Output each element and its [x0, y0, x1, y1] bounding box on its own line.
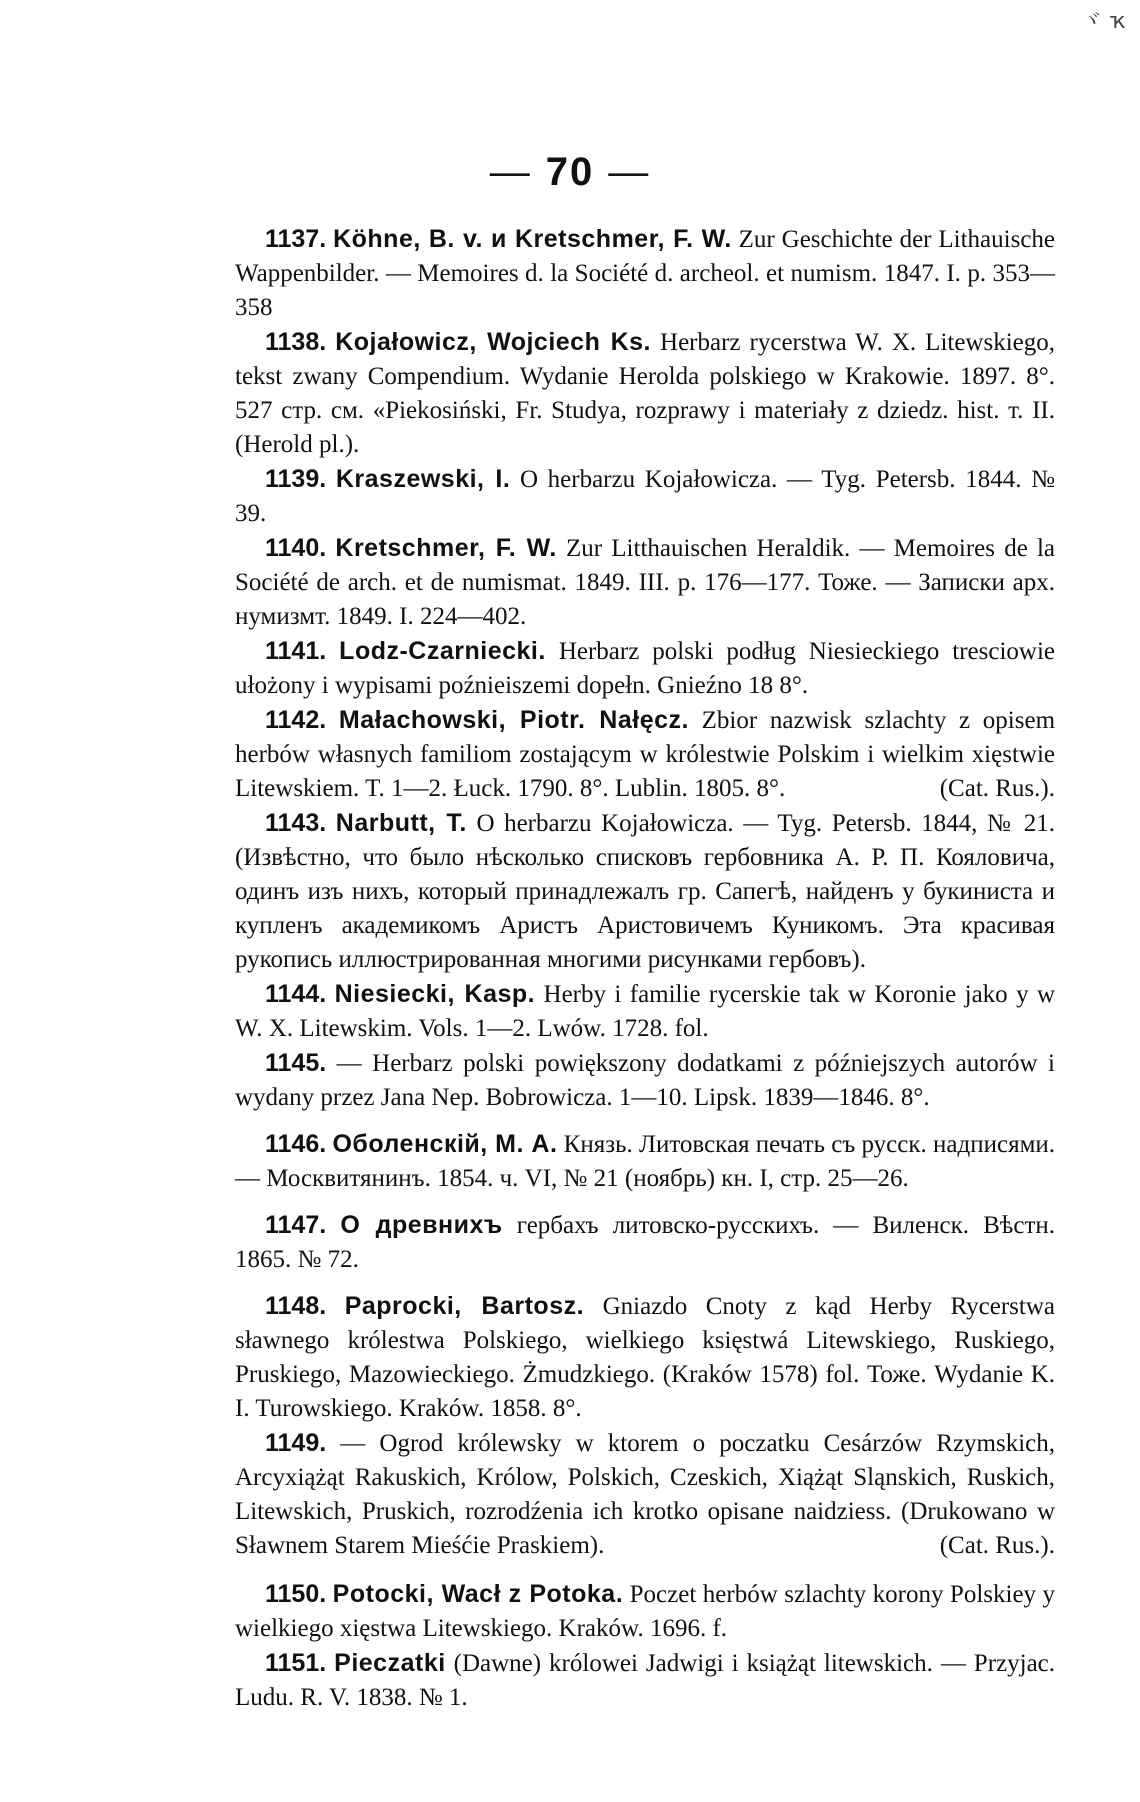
entry-catalog-note: (Cat. Rus.).	[939, 775, 1055, 802]
entry-text: — Herbarz polski powiększony dodatkami z późniejszych autorów i wydany przez Jana Nep. Bobrowicza. 1—10. Lipsk. 1839—1846. 8°.	[235, 1050, 1055, 1111]
entry-number: 1140.	[265, 534, 327, 562]
entry-text: Князь. Литовская печать съ русск. надписями. — Москвитянинъ. 1854. ч. VI, № 21 (ноябрь) кн. I, стр. 25—26.	[235, 1131, 1056, 1192]
entry-text: Herbarz rycerstwa W. X. Litewskiego, tekst zwany Compendium. Wydanie Herolda polskiego w Krakowie. 1897. 8°. 527 стр. см. «Piekosiński, Fr. Studya, rozprawy i materiały z dziedz. hist. т. II. (Herold pl.).	[235, 329, 1056, 458]
entry-author: Köhne, B. v. и Kretschmer, F. W.	[333, 225, 732, 253]
entry-text: Zbior nazwisk szlachty z opisem herbów własnych familiom zostającym w królestwie Polskim i wielkim xięstwie Litewskiem. T. 1—2. Łuck. 1790. 8°. Lublin. 1805. 8°.	[235, 707, 1056, 802]
entry-1140	[235, 531, 1055, 634]
entry-1142	[235, 703, 1055, 806]
entry-number: 1142.	[265, 706, 327, 734]
entry-number: 1149.	[265, 1429, 327, 1457]
entry-1149	[235, 1426, 1055, 1563]
entry-number: 1146.	[265, 1130, 327, 1158]
entry-text: Gniazdo Cnoty z kąd Herby Rycerstwa sławnego królestwa Polskiego, wielkiego księstwá Litewskiego, Ruskiego, Pruskiego, Mazowieckiego. Żmudzkiego. (Kraków 1578) fol. Тоже. Wydanie K. I. Turowskiego. Kraków. 1858. 8°.	[235, 1293, 1056, 1422]
entry-number: 1137.	[265, 225, 327, 253]
entry-author: Kretschmer, F. W.	[335, 534, 557, 562]
page-number	[0, 150, 1140, 195]
page-number-dash-left: —	[489, 150, 532, 194]
entry-1147	[235, 1208, 1055, 1277]
entry-1138	[235, 325, 1055, 462]
entry-author: Оболенскій, М. А.	[332, 1130, 558, 1158]
entry-1139	[235, 462, 1055, 531]
entry-1143	[235, 806, 1055, 977]
entry-1150	[235, 1577, 1055, 1646]
entry-1146	[235, 1127, 1055, 1196]
entry-number: 1138.	[265, 328, 327, 356]
page-number-value: 70	[545, 150, 595, 194]
entry-1144	[235, 977, 1055, 1046]
entry-text: гербахъ литовско-русскихъ. — Виленск. Вѣстн. 1865. № 72.	[235, 1212, 1056, 1273]
entry-text: Poczet herbów szlachty korony Polskiey y wielkiego xięstwa Litewskiego. Kraków. 1696. f.	[235, 1581, 1056, 1642]
entry-number: 1148.	[265, 1292, 327, 1320]
entry-author: Niesiecki, Kasp.	[334, 980, 536, 1008]
entry-author: Pieczatki	[334, 1649, 446, 1677]
entry-text: (Dawne) królowei Jadwigi i książąt litewskich. — Przyjac. Ludu. R. V. 1838. № 1.	[235, 1650, 1056, 1711]
entry-author: Kraszewski, I.	[335, 465, 511, 493]
corner-marks: ヾ ҡ	[1080, 9, 1128, 34]
entry-text: Zur Geschichte der Lithauische Wappenbilder. — Memoires d. la Société d. archeol. et numism. 1847. I. p. 353—358	[235, 226, 1056, 321]
entry-author: Potocki, Wacł z Potoka.	[332, 1580, 624, 1608]
entry-1137	[235, 222, 1055, 325]
entry-author: Paprocki, Bartosz.	[344, 1292, 585, 1320]
entry-number: 1141.	[265, 637, 327, 665]
entry-author: Lodz-Czarniecki.	[339, 637, 546, 665]
entry-author: Kojałowicz, Wojciech Ks.	[335, 328, 651, 356]
entry-number: 1144.	[265, 980, 327, 1008]
entry-number: 1147.	[265, 1211, 327, 1239]
entry-text: Herbarz polski podług Niesieckiego tresciowie ułożony i wypisami poźnieiszemi dopełn. Gnieźno 18 8°.	[235, 638, 1056, 699]
entry-catalog-note: (Cat. Rus.).	[939, 1532, 1055, 1559]
entry-text: Herby i familie rycerskie tak w Koronie jako y w W. X. Litewskim. Vols. 1—2. Lwów. 1728. fol.	[235, 981, 1056, 1042]
entry-author: Narbutt, T.	[335, 809, 467, 837]
entry-1145	[235, 1046, 1055, 1115]
entry-number: 1139.	[265, 465, 327, 493]
bibliography-list	[235, 222, 1055, 1715]
entry-text: Zur Litthauischen Heraldik. — Memoires de la Société de arch. et de numismat. 1849. III. p. 176—177. Тоже. — Записки арх. нумизмт. 1849. I. 224—402.	[235, 535, 1056, 630]
page-number-dash-right: —	[608, 150, 651, 194]
entry-author: О древнихъ	[340, 1211, 503, 1239]
entry-text: O herbarzu Kojałowicza. — Tyg. Petersb. 1844. № 39.	[235, 466, 1055, 527]
entry-author: Małachowski, Piotr. Nałęcz.	[338, 706, 689, 734]
entry-1151	[235, 1646, 1055, 1715]
entry-1141	[235, 634, 1055, 703]
entry-1148	[235, 1289, 1055, 1426]
entry-number: 1151.	[265, 1649, 327, 1677]
entry-number: 1150.	[265, 1580, 327, 1608]
entry-number: 1145.	[265, 1049, 327, 1077]
entry-number: 1143.	[265, 809, 327, 837]
entry-text: — Ogrod królewsky w ktorem o poczatku Cesárzów Rzymskich, Arcyxiążąt Rakuskich, Królow, Polskich, Czeskich, Xiążąt Sląnskich, Ruskich, Litewskich, Pruskich, rozrodźenia ich krotko opisane naidziess. (Drukowano w Sławnem Starem Mieśćie Praskiem).	[235, 1430, 1056, 1559]
entry-text: O herbarzu Kojałowicza. — Tyg. Petersb. 1844, № 21. (Извѣстно, что было нѣсколько списковъ гербовника А. Р. П. Кояловича, одинъ изъ нихъ, который принадлежалъ гр. Сапегѣ, найденъ у букиниста и купленъ академикомъ Аристъ Аристовичемъ Куникомъ. Эта красивая рукопись иллюстрированная многими рисунками гербовъ).	[235, 810, 1056, 973]
